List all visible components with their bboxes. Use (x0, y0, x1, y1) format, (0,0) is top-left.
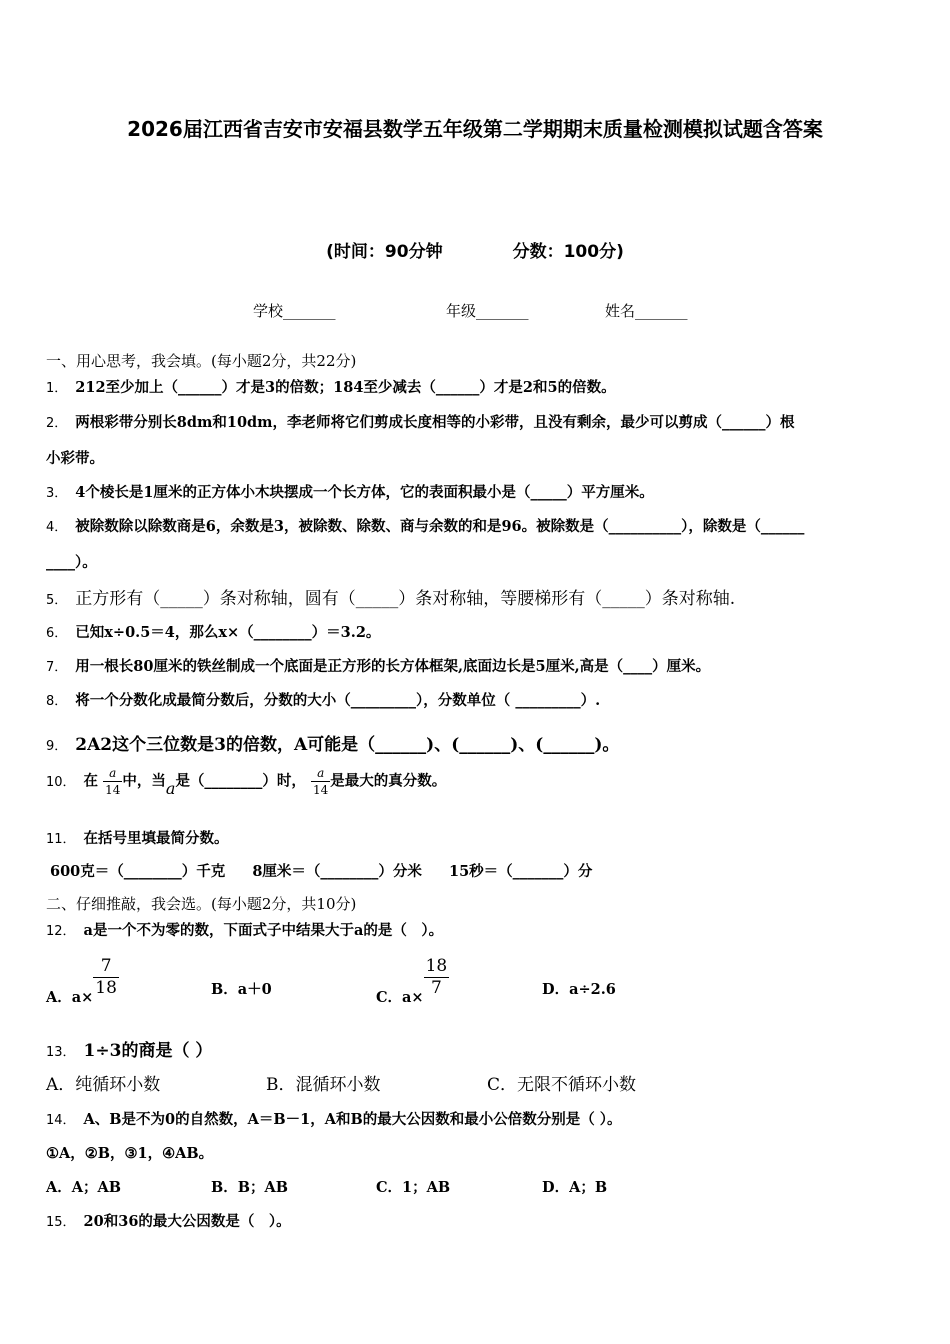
question-text: A、B是不为0的自然数，A＝B－1，A和B的最大公因数和最小公倍数分别是（ ）。 (83, 1111, 622, 1128)
question-2 (46, 411, 795, 432)
option-12-b: B．a＋0 (211, 981, 272, 998)
fraction-denominator: 18 (95, 978, 117, 998)
section-1-heading: 一、用心思考，我会填。(每小题2分，共22分) (46, 352, 357, 370)
question-number: 7． (46, 660, 68, 675)
question-9 (46, 730, 619, 755)
option-14-c: C．1；AB (376, 1179, 451, 1196)
question-11 (46, 827, 229, 848)
question-text: 20和36的最大公因数是（ ）。 (83, 1213, 291, 1230)
time-limit: (时间：90分钟 (326, 242, 443, 262)
question-text: 已知x÷0.5＝4，那么x×（________）＝3.2。 (75, 624, 381, 641)
question-4-continued: ____）。 (46, 554, 97, 571)
question-4 (46, 515, 804, 536)
option-14-d: D．A；B (542, 1179, 608, 1196)
question-text: 两根彩带分别长8dm和10dm，李老师将它们剪成长度相等的小彩带，且没有剩余，最少可以剪成（______）根 (75, 414, 795, 431)
option-label: A．a× (46, 988, 94, 1006)
blank-kilograms: 600克＝（________）千克 (50, 863, 226, 880)
question-number: 14． (46, 1113, 76, 1128)
question-5 (46, 584, 735, 609)
school-field: 学校_______ (253, 302, 336, 320)
question-text: 在括号里填最简分数。 (83, 830, 229, 847)
exam-meta (0, 237, 950, 262)
question-text: 2A2这个三位数是3的倍数，A可能是（______)、(______)、(______)。 (75, 735, 620, 755)
fraction-numerator: a (311, 767, 330, 782)
fraction-numerator: 7 (93, 958, 119, 978)
blank-minutes: 15秒＝（_______）分 (449, 863, 593, 880)
question-13 (46, 1036, 212, 1061)
question-7 (46, 655, 710, 676)
option-label: C．a× (376, 988, 424, 1006)
question-text: 1÷3的商是（ ） (83, 1041, 213, 1061)
question-text: 用一根长80厘米的铁丝制成一个底面是正方形的长方体框架,底面边长是5厘米,高是（____）厘米。 (75, 658, 711, 675)
question-3 (46, 481, 654, 502)
fraction-numerator: 18 (425, 956, 448, 976)
option-13-c: C．无限不循环小数 (487, 1075, 637, 1095)
grade-field: 年级_______ (446, 302, 529, 320)
question-number: 4． (46, 520, 68, 535)
option-12-a (46, 955, 119, 1006)
fraction-denominator: 14 (105, 783, 121, 797)
question-6 (46, 621, 380, 642)
question-15 (46, 1210, 291, 1231)
fraction-a-over-14 (311, 767, 330, 796)
question-number: 12． (46, 924, 76, 939)
question-number: 9． (46, 739, 68, 754)
question-2-continued: 小彩带。 (46, 450, 104, 467)
question-number: 2． (46, 416, 68, 431)
question-text: 将一个分数化成最简分数后，分数的大小（_________），分数单位（ _________）. (75, 692, 601, 709)
fraction-numerator: a (103, 767, 122, 782)
blank-decimeters: 8厘米＝（________）分米 (252, 863, 422, 880)
question-text: 正方形有（_____）条对称轴，圆有（_____）条对称轴，等腰梯形有（_____）条对称轴. (75, 589, 736, 609)
fraction-18-over-7 (424, 958, 450, 997)
fraction-denominator: 14 (313, 783, 329, 797)
question-text: 212至少加上（______）才是3的倍数；184至少减去（______）才是2和5的倍数。 (75, 379, 616, 396)
question-14-items: ①A，②B，③1，④AB。 (46, 1145, 214, 1162)
question-text: 被除数除以除数商是6，余数是3，被除数、除数、商与余数的和是96。被除数是（__________），除数是（______ (75, 518, 805, 535)
question-8 (46, 689, 600, 710)
question-text: 中，当 (122, 772, 166, 790)
question-number: 10． (46, 774, 76, 790)
question-number: 11． (46, 832, 76, 847)
question-text: 在 (83, 772, 99, 790)
question-10 (46, 767, 446, 796)
variable-a: a (165, 778, 176, 798)
question-text: a是一个不为零的数，下面式子中结果大于a的是（ ）。 (83, 922, 444, 939)
question-number: 5． (46, 593, 68, 608)
fraction-denominator: 7 (431, 978, 442, 998)
question-number: 8． (46, 694, 68, 709)
question-14 (46, 1108, 622, 1129)
question-11-parts (50, 860, 592, 881)
option-13-a: A．纯循环小数 (46, 1075, 161, 1095)
fraction-7-over-18 (93, 958, 119, 997)
total-score: 分数：100分) (512, 242, 624, 262)
question-text: 是最大的真分数。 (330, 772, 447, 790)
option-12-d: D．a÷2.6 (542, 981, 616, 998)
option-13-b: B．混循环小数 (266, 1075, 381, 1095)
name-field: 姓名_______ (605, 302, 688, 320)
option-12-c (376, 955, 449, 1006)
option-14-a: A．A；AB (46, 1179, 122, 1196)
question-number: 3． (46, 486, 68, 501)
question-number: 1． (46, 381, 68, 396)
question-text: 4个棱长是1厘米的正方体小木块摆成一个长方体，它的表面积最小是（_____）平方厘米。 (75, 484, 654, 501)
fraction-a-over-14 (103, 767, 122, 796)
question-1 (46, 376, 616, 397)
question-number: 15． (46, 1215, 76, 1230)
option-14-b: B．B；AB (211, 1179, 289, 1196)
question-number: 6． (46, 626, 68, 641)
question-12 (46, 919, 443, 940)
question-text: 是（________）时， (175, 772, 306, 790)
question-number: 13． (46, 1045, 76, 1060)
exam-title: 2026届江西省吉安市安福县数学五年级第二学期期末质量检测模拟试题含答案 (127, 117, 823, 141)
section-2-heading: 二、仔细推敲，我会选。(每小题2分，共10分) (46, 895, 357, 913)
